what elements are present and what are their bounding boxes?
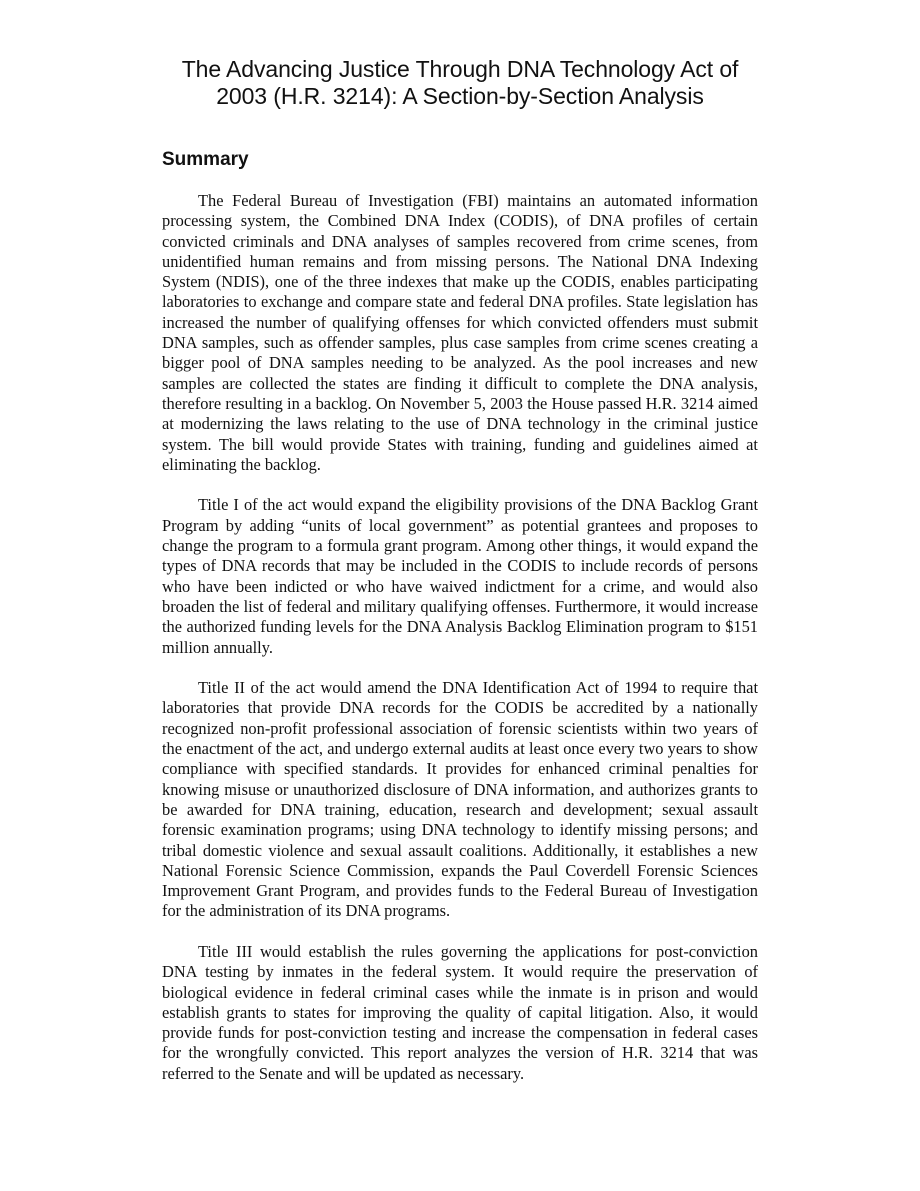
paragraph-title-i: Title I of the act would expand the eligibility provisions of the DNA Backlog Grant Program by adding “units of local government” as potential grantees and proposes to change the program to a formula grant program. Among other things, it would expand the types of DNA records that may be included in the CODIS to include records of persons who have been indicted or who have waived indictment for a crime, and would also broaden the list of federal and military qualifying offenses. Furthermore, it would increase the authorized funding levels for the DNA Analysis Backlog Elimination program to $151 million annually.	[162, 495, 758, 657]
section-heading-summary: Summary	[162, 149, 249, 170]
paragraph-title-iii: Title III would establish the rules governing the applications for post-conviction DNA testing by inmates in the federal system. It would require the preservation of biological evidence in federal criminal cases while the inmate is in prison and would establish grants to states for improving the quality of capital litigation. Also, it would provide funds for post-conviction testing and increase the compensation in federal cases for the wrongfully convicted. This report analyzes the version of H.R. 3214 that was referred to the Senate and will be updated as necessary.	[162, 941, 758, 1083]
paragraph-intro: The Federal Bureau of Investigation (FBI) maintains an automated information processing system, the Combined DNA Index (CODIS), of DNA profiles of certain convicted criminals and DNA analyses of samples recovered from crime scenes, from unidentified human remains and from missing persons. The National DNA Indexing System (NDIS), one of the three indexes that make up the CODIS, enables participating laboratories to exchange and compare state and federal DNA profiles. State legislation has increased the number of qualifying offenses for which convicted offenders must submit DNA samples, such as offender samples, plus case samples from crime scenes creating a bigger pool of DNA samples needing to be analyzed. As the pool increases and new samples are collected the states are finding it difficult to complete the DNA analysis, therefore resulting in a backlog. On November 5, 2003 the House passed H.R. 3214 aimed at modernizing the laws relating to the use of DNA technology in the criminal justice system. The bill would provide States with training, funding and guidelines aimed at eliminating the backlog.	[162, 191, 758, 474]
paragraph-title-ii: Title II of the act would amend the DNA Identification Act of 1994 to require that laboratories that provide DNA records for the CODIS be accredited by a nationally recognized non-profit professional association of forensic scientists within two years of the enactment of the act, and undergo external audits at least once every two years to show compliance with specified standards. It provides for enhanced criminal penalties for knowing misuse or unauthorized disclosure of DNA information, and authorizes grants to be awarded for DNA training, education, research and development; sexual assault forensic examination programs; using DNA technology to identify missing persons; and tribal domestic violence and sexual assault coalitions. Additionally, it establishes a new National Forensic Science Commission, expands the Paul Coverdell Forensic Sciences Improvement Grant Program, and provides funds to the Federal Bureau of Investigation for the administration of its DNA programs.	[162, 678, 758, 921]
summary-body	[162, 191, 758, 1084]
document-title: The Advancing Justice Through DNA Technology Act of 2003 (H.R. 3214): A Section-by-Section Analysis	[181, 56, 739, 109]
document-page	[162, 56, 758, 1104]
